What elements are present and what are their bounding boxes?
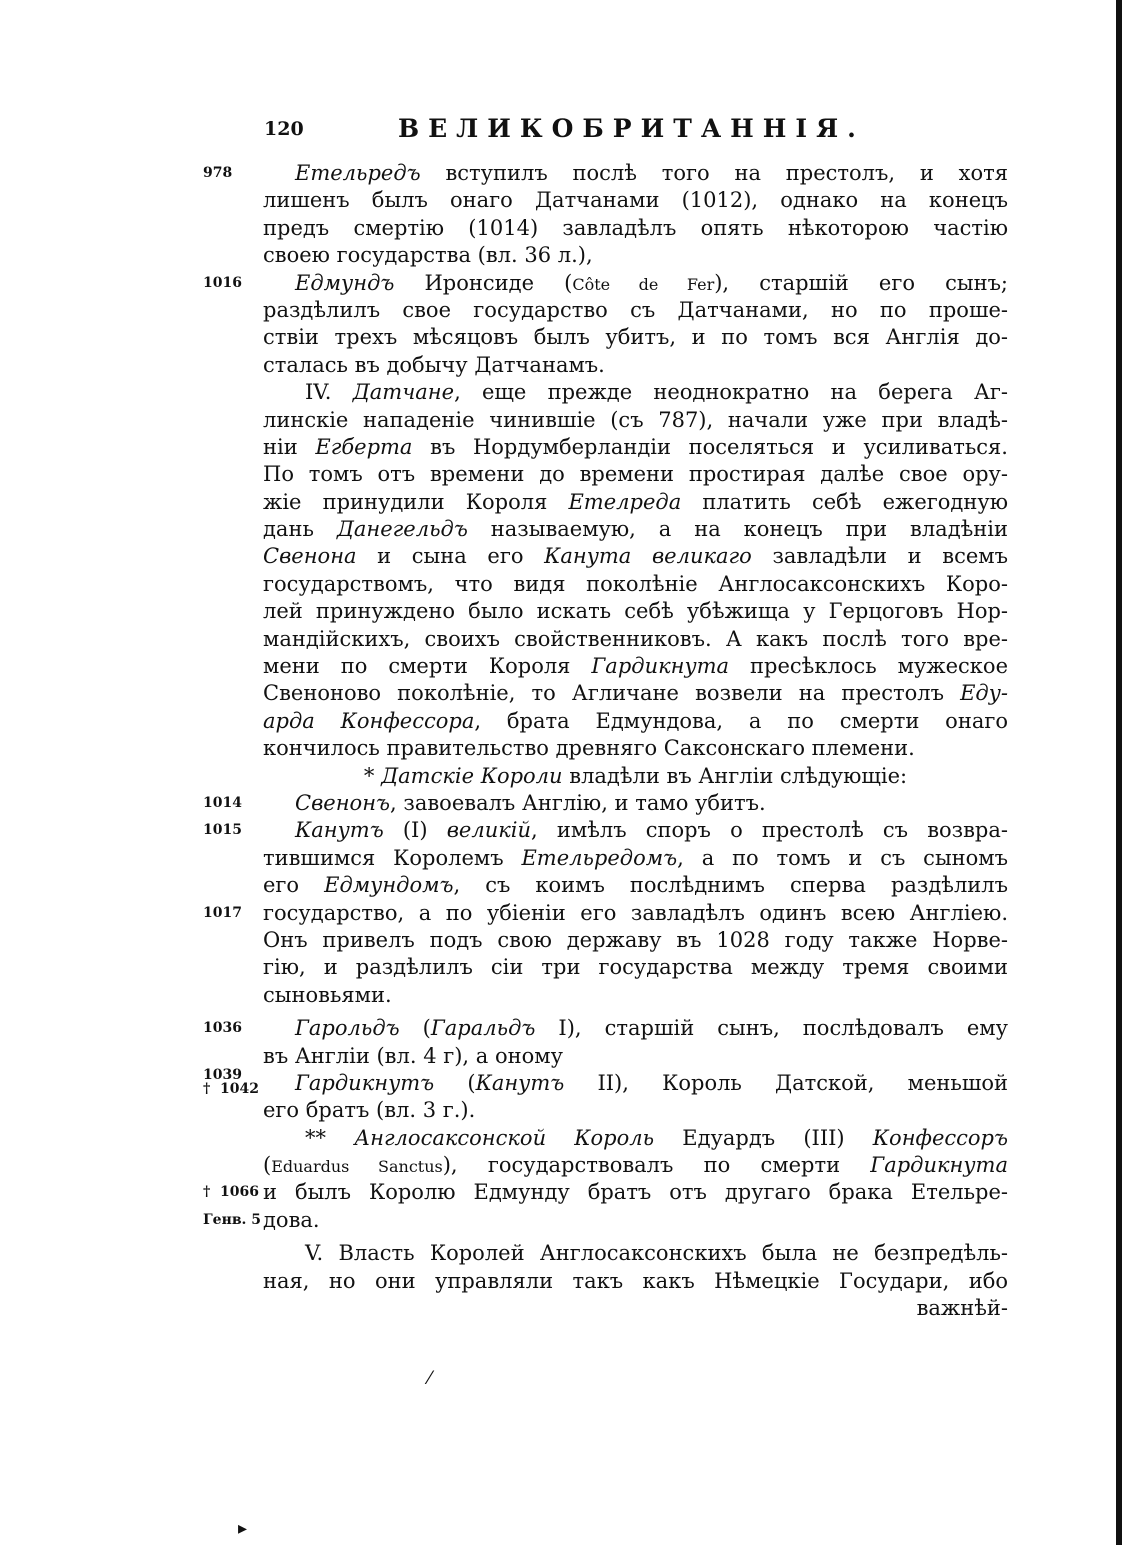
margin-year: 1016 (203, 274, 242, 291)
scan-speck: ⁄ (428, 1368, 432, 1389)
text-line: арда Конфессора, брата Едмундова, а по смерти онаго (263, 708, 1008, 733)
text-line: †1066 и былъ Королю Едмунду братъ отъ другаго брака Етельре- (263, 1179, 1008, 1206)
text-line: (Eduardus Sanctus), государствовалъ по смерти Гардикнута (263, 1153, 1008, 1178)
text-line: тившимся Королемъ Етельредомъ, а по томъ и съ сыномъ (263, 845, 1008, 870)
text-line: линскіе нападеніе чинившіе (съ 787), начали уже при владѣ- (263, 407, 1008, 432)
text-line: 1036 Гарольдъ (Гаральдъ I), старшій сынъ, послѣдовалъ ему (263, 1015, 1008, 1042)
text-line: 1014 Свенонъ, завоевалъ Англію, и тамо убитъ. (263, 790, 1008, 817)
text-line: * Датскіе Короли владѣли въ Англіи слѣдующіе: (363, 763, 908, 788)
text-line: его Едмундомъ, съ коимъ послѣднимъ сперва раздѣлилъ (263, 873, 1008, 898)
text-line: Генв. 5 дова. (263, 1207, 1008, 1234)
catchword: важнѣй- (916, 1296, 1008, 1321)
text-line: его братъ (вл. 3 г.). (263, 1098, 476, 1123)
margin-date: Генв. 5 (203, 1211, 262, 1228)
text-line: жіе принудили Короля Етелреда платить себѣ ежегодную (263, 489, 1008, 514)
text-line: ствіи трехъ мѣсяцовъ былъ убитъ, и по томъ вся Англія до- (263, 325, 1008, 350)
text-line: мандійскихъ, своихъ свойственниковъ. А какъ послѣ того вре- (263, 626, 1008, 651)
text-line: ная, но они управляли такъ какъ Нѣмецкіе Государи, ибо (263, 1268, 1008, 1293)
text-line: Свеноново поколѣніе, то Агличане возвели на престолъ Еду- (263, 681, 1008, 706)
text-line: въ Англіи (вл. 4 г), а оному (263, 1043, 563, 1068)
text-line: мени по смерти Короля Гардикнута пресѣклось мужеское (263, 654, 1009, 679)
text-line: сыновьями. (263, 982, 392, 1007)
text-line: IV. Датчане, еще прежде неоднократно на берега Аг- (305, 380, 1008, 405)
text-line: По томъ отъ времени до времени простирая далѣе свое ору- (263, 462, 1008, 487)
text-line: ** Англосаксонской Король Едуардъ (III) Конфессоръ (305, 1125, 1008, 1150)
page-number: 120 (264, 118, 304, 140)
margin-year: 1017 (203, 904, 242, 921)
page-header (258, 112, 1018, 152)
text-line: государствомъ, что видя поколѣніе Англосаксонскихъ Коро- (263, 571, 1008, 596)
running-title: ВЕЛИКОБРИТАННІЯ. (398, 114, 865, 143)
margin-year: 1036 (203, 1020, 242, 1037)
text-line: V. Власть Королей Англосаксонскихъ была не безпредѣль- (305, 1241, 1008, 1266)
text-body (203, 160, 1009, 1322)
text-line: лишенъ былъ онаго Датчанами (1012), однако на конецъ (263, 188, 1008, 213)
text-line: лей принуждено было искать себѣ убѣжища у Герцоговъ Нор- (263, 599, 1008, 624)
text-line: кончилось правительство древняго Саксонскаго племени. (263, 736, 915, 761)
text-line: сталась въ добычу Датчанамъ. (263, 352, 605, 377)
page-edge-shadow (1116, 0, 1122, 1545)
text-line: 1039 †1042 Гардикнутъ (Канутъ II), Король Датской, меньшой (203, 1066, 1008, 1097)
text-line: ніи Егберта въ Нордумберландіи поселяться и усиливаться. (263, 434, 1008, 459)
margin-year-range: 1039 †1042 (203, 1066, 259, 1097)
text-line: Онъ привелъ подъ свою державу въ 1028 году также Норве- (263, 927, 1008, 952)
margin-year: 1014 (203, 794, 242, 811)
text-line: своею государства (вл. 36 л.), (263, 243, 593, 268)
text-line: предъ смертію (1014) завладѣлъ опять нѣкоторою частію (263, 215, 1008, 240)
text-line: 1015 Канутъ (I) великій, имѣлъ споръ о престолѣ съ возвра- (263, 817, 1008, 844)
text-line: 978 Етельредъ вступилъ послѣ того на престолъ, и хотя (263, 160, 1008, 187)
text-line: гію, и раздѣлилъ сіи три государства между тремя своими (263, 955, 1008, 980)
text-line: раздѣлилъ свое государство съ Датчанами, но по проше- (263, 297, 1008, 322)
scan-speck: ▸ (238, 1518, 248, 1539)
margin-year: 978 (203, 165, 233, 181)
margin-year: 1015 (203, 822, 242, 839)
text-line: 1017 государство, а по убіеніи его завладѣлъ одинъ всею Англіею. (263, 900, 1008, 927)
text-line: дань Данегельдъ называемую, а на конецъ при владѣніи (263, 517, 1008, 542)
margin-year: †1066 (203, 1184, 259, 1201)
text-line: 1016 Едмундъ Иронсиде (Côte de Fer), старшій его сынъ; (263, 270, 1008, 297)
text-line: Свенона и сына его Канута великаго завладѣли и всемъ (263, 544, 1008, 569)
